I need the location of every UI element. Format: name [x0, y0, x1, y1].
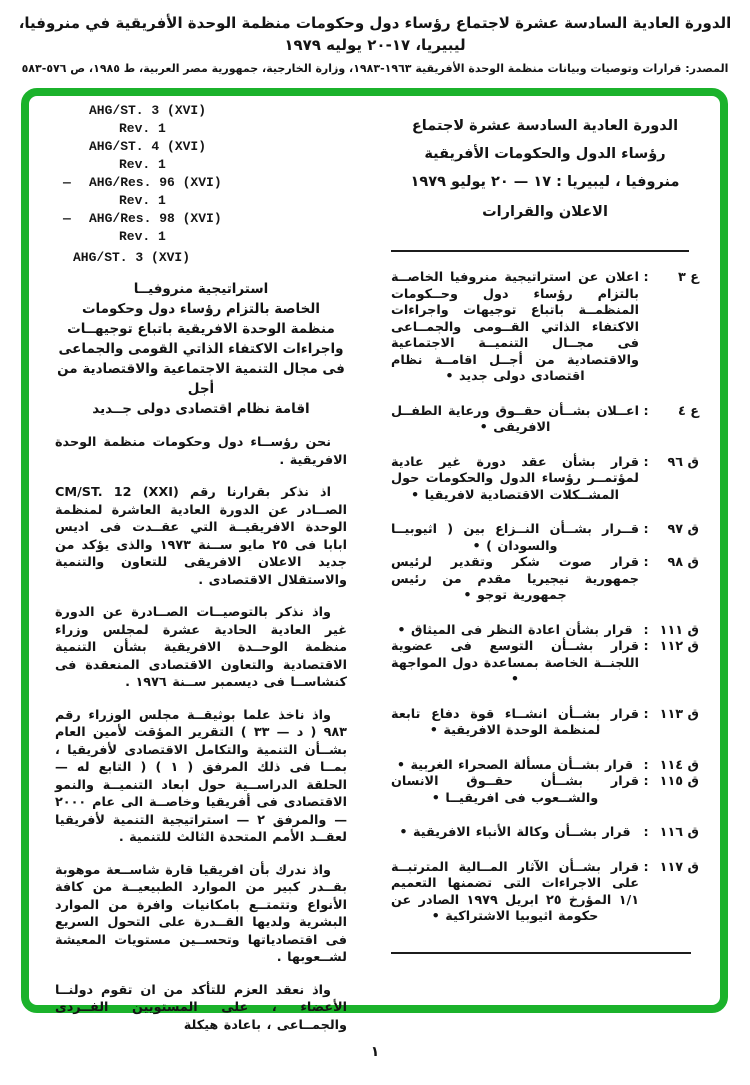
- entry-number: ق ١١٦: [659, 825, 699, 840]
- entry-number: ق ١١٤: [659, 757, 699, 773]
- entry-colon: :: [643, 454, 649, 470]
- entry-text: قرار صوت شكر وتقدير لرئيس جمهورية نيجيريا مقدم من رئيس جمهورية توجو •: [391, 555, 639, 603]
- index-entry: [391, 774, 699, 807]
- entry-number: ق ١١٥: [659, 774, 699, 789]
- index-entry: [391, 707, 699, 740]
- entry-number: ق ٩٦: [667, 454, 699, 470]
- resolutions-index: [391, 270, 699, 926]
- reference-code: [55, 102, 347, 120]
- entry-text: قرار بشــأن انشــاء قوة دفاع تابعة لمنظمة الوحدة الافريقية •: [391, 706, 639, 738]
- entry-colon: :: [643, 757, 649, 773]
- left-column: [55, 102, 347, 1034]
- reference-code-text: AHG/Res. 98 (XVI): [89, 211, 222, 226]
- divider-line: [391, 250, 689, 252]
- entry-colon: :: [643, 825, 649, 840]
- index-entry: [391, 555, 699, 605]
- entry-number: ع ٣: [677, 270, 699, 285]
- article-title-line: فى مجال التنمية الاجتماعية والاقتصادية من أجل: [57, 361, 345, 397]
- article-title-line: الخاصة بالتزام رؤساء دول وحكومات: [81, 301, 321, 317]
- session-title-line: الدورة العادية السادسة عشرة لاجتماع رؤساء دول وحكومات منظمة الوحدة الأفريقية في منروفيا، ليبيريا، ١٧-٢٠ يوليه ١٩٧٩: [18, 14, 732, 54]
- page-number: ١: [370, 1044, 380, 1060]
- session-header-line: منروفيا ، ليبيريا : ١٧ — ٢٠ يوليو ١٩٧٩: [410, 174, 680, 190]
- entry-colon: :: [643, 859, 649, 875]
- entry-number: ق ٩٧: [667, 522, 699, 537]
- entry-text: قرار بشــأن التوسع فى عضوية اللجنــة الخاصة بمساعدة دول المواجهة •: [391, 639, 639, 687]
- index-entry: [391, 860, 699, 926]
- index-entry: [391, 825, 699, 842]
- article-paragraph: واذ ندرك بأن افريقيا قارة شاســعة موهوبة بقــدر كبير من الموارد الطبيعيــة من كافة الأنواع وتتمتــع بامكانيات وافرة من الموارد البشرية ولديها القــدرة على التحول السريع فى اقتصادياتها وتحســين مستويات المعيشة لشــعوبها .: [55, 862, 347, 965]
- entry-text: قرار بشــأن حقــوق الانسان والشــعوب فى افريقيــا •: [391, 774, 639, 806]
- green-frame: [21, 88, 728, 1033]
- right-column: [391, 104, 699, 954]
- article-paragraph: واذ نذكر بالتوصيــات الصــادرة عن الدورة غير العادية الحادية عشرة لمجلس وزراء منظمة الوحــدة الافريقية بشأن التنمية الاقتصادية والتعاون الاقتصادى المنعقدة فى كنشاســا فى ديسمبر ســنة ١٩٧٦ .: [55, 605, 347, 690]
- entry-colon: :: [643, 774, 649, 789]
- reference-revision: Rev. 1: [119, 121, 166, 136]
- article-paragraph: اذ نذكر بقرارنا رقم CM/ST. 12 (XXI) الصــادر عن الدورة العادية العاشرة لمنظمة الوحدة الافريقيــة التي عقــدت فى اديس ابابا فى ٢٥ مايو ســنة ١٩٧٣ والذى يؤكد من جديد الاعلان الافريقى للتعاون والتنمية والاستقلال الاقتصادى .: [55, 485, 348, 588]
- entry-colon: :: [643, 622, 649, 638]
- session-header-line: الاعلان والقرارات: [482, 204, 608, 220]
- index-entry: [391, 758, 699, 775]
- article-paragraph: واذ نعقد العزم للتأكد من ان تقوم دولنــا الأعضاء ، على المستويين الفــردى والجمــاعى ، باعادة هيكلة: [55, 982, 347, 1033]
- entry-number: ق ١١٢: [659, 639, 699, 654]
- reference-code-text: AHG/ST. 3 (XVI): [89, 103, 207, 118]
- index-entry: [391, 455, 699, 505]
- entry-text: اعــلان بشــأن حقــوق ورعاية الطفــل الافريقى •: [391, 403, 639, 435]
- entry-number: ق ١١١: [659, 622, 699, 638]
- entry-text: قرار بشــأن الآثار المــالية المترتبــة على الاجراءات التى تضمنها التعميم ١/١ المؤرخ ٢٥ ابريل ١٩٧٩ الصادر عن حكومة اثيوبيا الاشتراكية •: [391, 859, 639, 924]
- reference-code-text: AHG/ST. 4 (XVI): [89, 139, 207, 154]
- entry-colon: :: [643, 706, 649, 722]
- document-references: [55, 102, 347, 246]
- article-reference-code: AHG/ST. 3 (XVI): [73, 250, 191, 265]
- entry-text: قــرار بشــأن النــزاع بين ( اثيوبيــا والسودان ) •: [391, 522, 639, 554]
- reference-dash: —: [63, 175, 71, 190]
- source-citation-line: المصدر: قرارات وتوصيات وبيانات منظمة الوحدة الأفريقية ١٩٦٣-١٩٨٣، وزارة الخارجية، جمهورية مصر العربية، ط ١٩٨٥، ص ٥٧٦-٥٨٣: [21, 62, 729, 75]
- entry-colon: :: [643, 522, 649, 537]
- entry-number: ق ٩٨: [667, 555, 699, 570]
- reference-code: [55, 138, 347, 156]
- article-paragraph: نحن رؤســاء دول وحكومات منظمة الوحدة الافريقية .: [55, 435, 347, 468]
- index-entry: [391, 623, 699, 640]
- session-header-line: الدورة العادية السادسة عشرة لاجتماع: [411, 118, 679, 134]
- entry-text: قرار بشأن اعادة النظر فى الميثاق •: [397, 622, 633, 638]
- entry-colon: :: [643, 555, 649, 570]
- entry-text: قرار بشأن عقد دورة غير عادية لمؤتمــر رؤساء الدول والحكومات حول المشــكلات الاقتصادية لافريقيا •: [391, 454, 639, 503]
- reference-revision: Rev. 1: [119, 157, 166, 172]
- index-entry: [391, 404, 699, 437]
- sheet-content: [29, 96, 720, 1033]
- reference-code: [55, 210, 347, 228]
- entry-colon: :: [643, 403, 649, 419]
- article-body: [55, 434, 347, 1034]
- reference-code-text: AHG/Res. 96 (XVI): [89, 175, 222, 190]
- source-header: [0, 12, 750, 78]
- index-entry: [391, 522, 699, 555]
- session-header-line: رؤساء الدول والحكومات الأفريقية: [424, 146, 666, 162]
- entry-text: قرار بشــأن وكالة الأنباء الافريقية •: [399, 825, 631, 840]
- entry-text: اعلان عن استراتيجية منروفيا الخاصــة بالتزام رؤساء دول وحــكومات المنظمــة باتباع توجيهات واجراءات الاكتفاء الذاتي القــومى والجمــاعى فى مجــال التنميــة الاجتماعية والاقتصادية من أجــل اقامــة نظام اقتصادى دولى جديد •: [391, 270, 639, 384]
- entry-colon: :: [643, 639, 649, 654]
- article-title-line: منظمة الوحدة الافريقية باتباع توجيهــات: [67, 321, 335, 337]
- entry-number: ع ٤: [677, 403, 699, 419]
- divider-line: [391, 952, 691, 954]
- article-title: [55, 279, 347, 419]
- article-paragraph: واذ ناخذ علما بوثيقــة مجلس الوزراء رقم ٩٨٣ ( د — ٣٣ ) التقرير المؤقت لأمين العام بشــأن التنمية والتكامل الاقتصادى لأفريقيا ، بمــا فى ذلك المرفق ( ١ ) ( التابع له — الحلقة الدراســية حول ابعاد التنميــة والنمو الاقتصادى فى أفريقيا وخاصــة الى عام ٢٠٠٠ — والمرفق ٢ — استراتيجية التنمية لأفريقيا لعقــد الأمم المتحدة الثالث للتنمية .: [55, 707, 347, 845]
- article-title-line: استراتيجية منروفيــا: [133, 281, 269, 297]
- index-entry: [391, 639, 699, 689]
- reference-dash: —: [63, 211, 71, 226]
- reference-revision: Rev. 1: [119, 229, 166, 244]
- index-entry: [391, 270, 699, 386]
- entry-number: ق ١١٣: [659, 706, 699, 722]
- article-title-line: اقامة نظام اقتصادى دولى جــديد: [92, 401, 310, 417]
- entry-colon: :: [643, 270, 649, 285]
- article-title-line: واجراءات الاكتفاء الذاتي القومى والجماعى: [58, 341, 344, 357]
- reference-revision: Rev. 1: [119, 193, 166, 208]
- session-header: [391, 112, 699, 226]
- entry-number: ق ١١٧: [659, 859, 699, 875]
- entry-text: قرار بشــأن مسألة الصحراء الغربية •: [396, 757, 634, 773]
- reference-code: [55, 174, 347, 192]
